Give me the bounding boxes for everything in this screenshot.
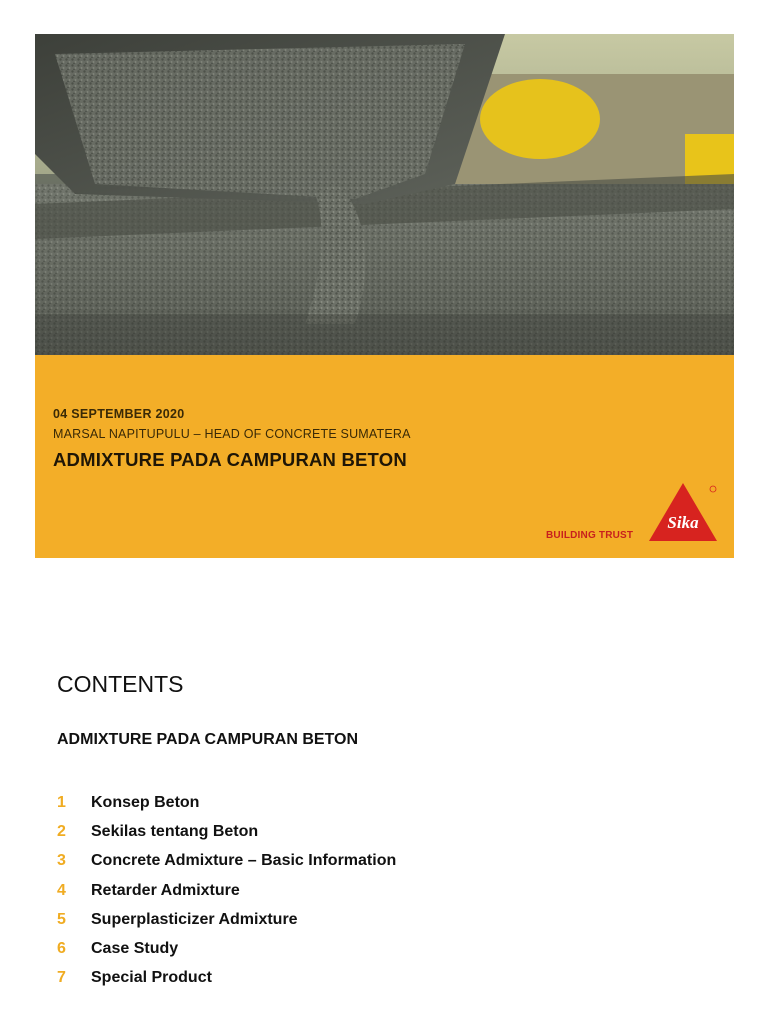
- item-label: Superplasticizer Admixture: [91, 910, 298, 928]
- cover-slide: [35, 34, 734, 558]
- item-number: 7: [57, 969, 66, 987]
- item-number: 6: [57, 940, 66, 958]
- contents-heading: CONTENTS: [57, 671, 184, 697]
- list-item: [57, 847, 396, 876]
- sika-logo-icon: [649, 483, 717, 545]
- svg-text:Sika: Sika: [667, 513, 699, 532]
- item-label: Sekilas tentang Beton: [91, 822, 259, 840]
- presentation-date: 04 SEPTEMBER 2020: [53, 407, 185, 421]
- cover-title-panel: [35, 355, 734, 558]
- item-number: 2: [57, 822, 66, 840]
- presentation-title: ADMIXTURE PADA CAMPURAN BETON: [53, 449, 407, 470]
- item-number: 1: [57, 793, 66, 811]
- brand-tagline: BUILDING TRUST: [546, 530, 634, 541]
- item-number: 4: [57, 881, 66, 899]
- list-item: [57, 934, 396, 963]
- list-item: [57, 905, 396, 934]
- item-label: Concrete Admixture – Basic Information: [91, 852, 397, 870]
- item-number: 5: [57, 910, 66, 928]
- presenter-name: MARSAL NAPITUPULU – HEAD OF CONCRETE SUMATERA: [53, 427, 411, 441]
- item-label: Retarder Admixture: [91, 881, 240, 899]
- item-label: Special Product: [91, 969, 212, 987]
- contents-list: [57, 788, 396, 993]
- list-item: [57, 876, 396, 905]
- list-item: [57, 964, 396, 993]
- list-item: [57, 788, 396, 817]
- item-label: Case Study: [91, 940, 179, 958]
- contents-subheading: ADMIXTURE PADA CAMPURAN BETON: [57, 731, 359, 748]
- item-number: 3: [57, 852, 66, 870]
- item-label: Konsep Beton: [91, 793, 200, 811]
- list-item: [57, 817, 396, 846]
- concrete-pour-photo: [35, 34, 734, 355]
